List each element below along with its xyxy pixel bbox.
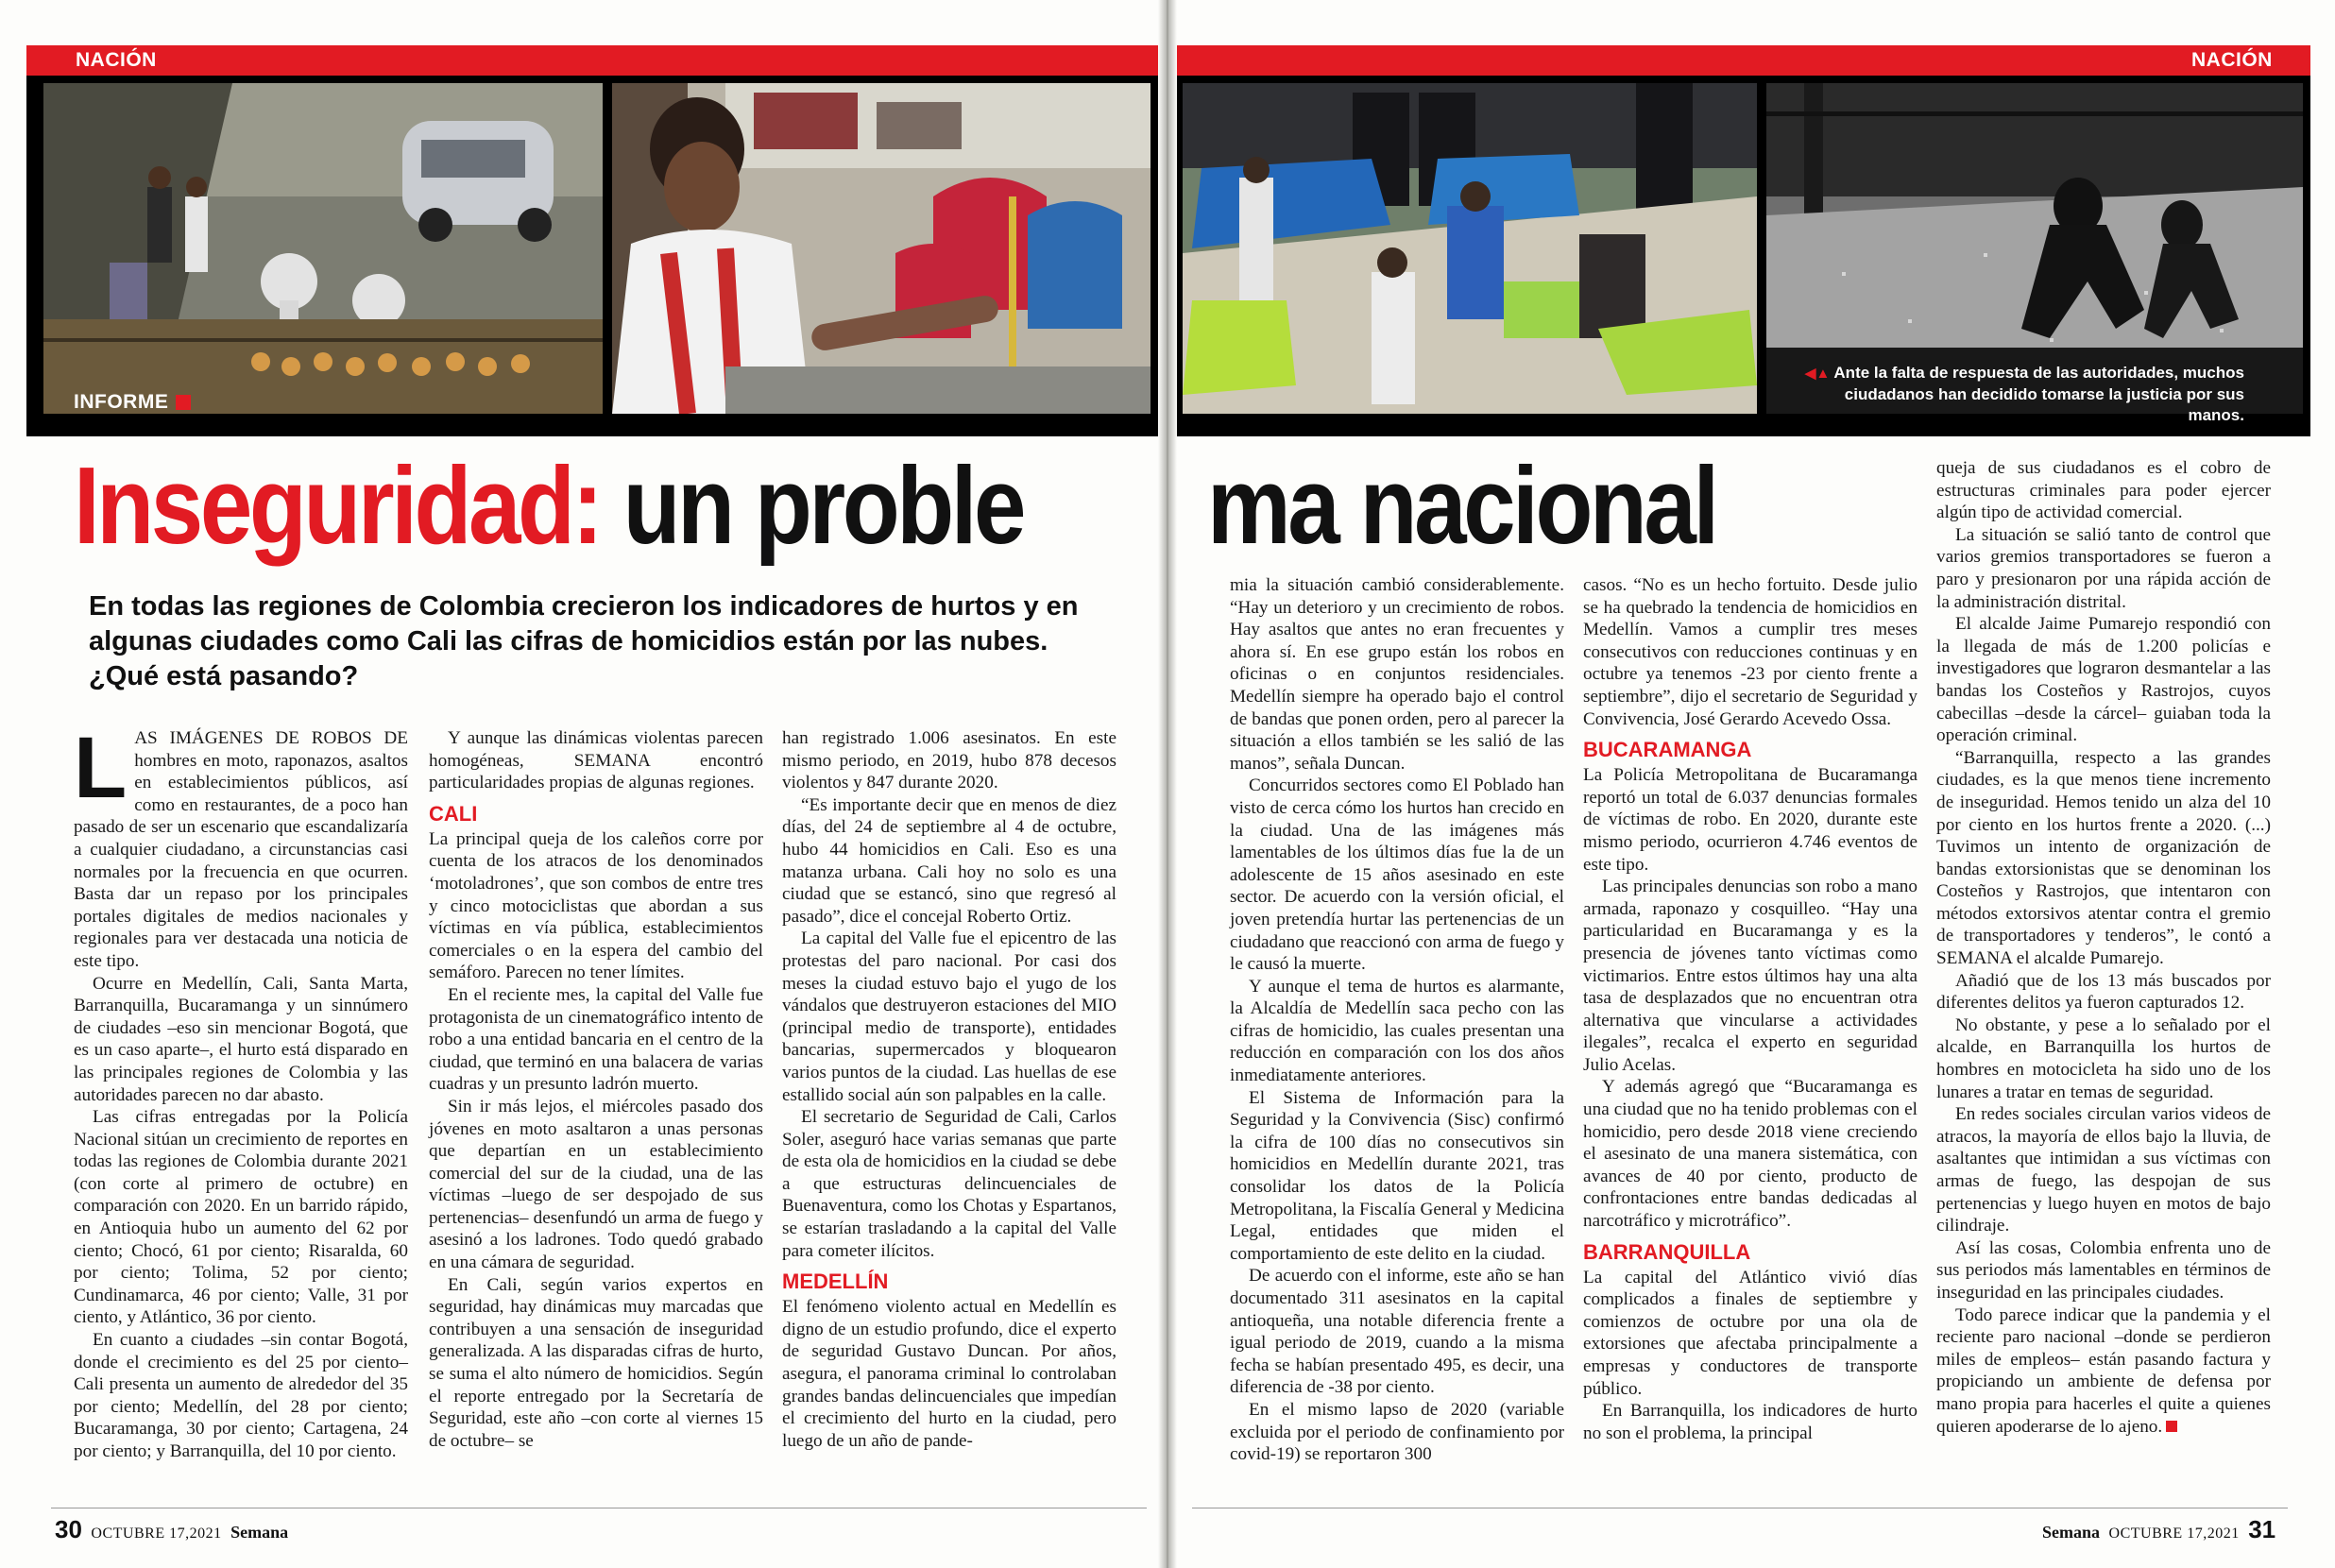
subhead-medellin: MEDELLÍN bbox=[782, 1270, 889, 1294]
paragraph: En Cali, según varios expertos en seguridad, hay dinámicas muy marcadas que contribuyen a una sensación de inseguridad generalizada. A las disparadas cifras de hurto, se suma el alto número de homicidios. Según el reporte entregado por la Secretaría de Seguridad, este año –con corte al viernes 15 de octubre– se bbox=[429, 1274, 763, 1451]
issue-date-left: OCTUBRE 17,2021 bbox=[91, 1525, 222, 1542]
section-label-left: NACIÓN bbox=[76, 49, 157, 71]
column-2 bbox=[429, 727, 763, 1452]
folio-right bbox=[2042, 1515, 2275, 1544]
paragraph: No obstante, y pese a lo señalado por el alcalde, en Barranquilla los hurtos de hombres en motocicleta ha sido uno de los lunares a tratar en temas de seguridad. bbox=[1936, 1014, 2271, 1102]
photo-street-robbery bbox=[43, 83, 603, 414]
column-1 bbox=[74, 720, 408, 1463]
paragraph: Y además agregó que “Bucaramanga es una ciudad que no ha tenido problemas con el homicidio, pero desde 2018 viene creciendo el asesinato de una manera sistemática, con avances de 40 por ciento, producto de confrontaciones entre bandas dedicadas al narcotráfico y microtráfico”. bbox=[1583, 1077, 1917, 1232]
paragraph: “Barranquilla, respecto a las grandes ciudades, es la que menos tiene incremento de inseguridad. Hemos tenido un alza del 10 por ciento en los hurtos frente a 2020. (...) Tuvimos un intento de organización de bandas extorsionistas que se denominan los Costeños y Rastrojos, que intentaron con métodos extorsivos atentar contra el gremio de transportadores y tenderos”, le contó a SEMANA el alcalde Pumarejo. bbox=[1936, 747, 2271, 969]
subhead-cali: CALI bbox=[429, 801, 478, 826]
paragraph: La principal queja de los caleños corre por cuenta de los atracos de los denominados ‘motoladrones’, que son combos de entre tres y cinco motociclistas que abordan a sus víctimas en vía pública, establecimientos comerciales o en la espera del cambio del semáforo. Parecen no tener límites. bbox=[429, 828, 763, 983]
paragraph: La capital del Atlántico vivió días complicados a finales de septiembre y comienzos de octubre por una ola de extorsiones que afectaba principalmente a empresas y conductores de transporte público. bbox=[1583, 1267, 1917, 1399]
magazine-name-right: Semana bbox=[2042, 1523, 2101, 1542]
paragraph: Ocurre en Medellín, Cali, Santa Marta, Barranquilla, Bucaramanga y un sinnúmero de ciudades –eso sin mencionar Bogotá, que es un caso aparte–, el hurto está disparado en las principales regiones de Colombia y las autoridades parecen no dar abasto. bbox=[74, 973, 408, 1105]
end-mark-icon bbox=[2166, 1421, 2177, 1432]
section-bar-left bbox=[26, 45, 1158, 76]
paragraph: han registrado 1.006 asesinatos. En este mismo periodo, en 2019, hubo 878 decesos violentos y 847 durante 2020. bbox=[782, 728, 1116, 793]
paragraph: casos. “No es un hecho fortuito. Desde julio se ha quebrado la tendencia de homicidios en Medellín. Vamos a cumplir tres meses consecutivos con reducciones continuas y en octubre ya tenemos -23 por ciento frente a septiembre”, dijo el secretario de Seguridad y Convivencia, José Gerardo Acevedo Ossa. bbox=[1583, 575, 1917, 729]
deck: En todas las regiones de Colombia crecieron los indicadores de hurtos y en algunas ciudades como Cali las cifras de homicidios están por las nubes. ¿Qué está pasando? bbox=[89, 591, 1079, 691]
paragraph: En el reciente mes, la capital del Valle fue protagonista de un cinematográfico intento de robo a una entidad bancaria en el centro de la ciudad, que terminó en una balacera de varias cuadras y un presunto ladrón muerto. bbox=[429, 984, 763, 1095]
paragraph: De acuerdo con el informe, este año se han documentado 311 asesinatos en la capital antioqueña, una notable diferencia frente a igual periodo de 2019, cuando a la misma fecha se habían presentado 495, es decir, una diferencia de -38 por ciento. bbox=[1230, 1266, 1564, 1398]
paragraph: En cuanto a ciudades –sin contar Bogotá, donde el crecimiento es del 25 por ciento– Cali presenta un aumento de alrededor del 35 por ciento; Medellín, del 28 por ciento; Bucaramanga, 30 por ciento; Cartagena, 24 por ciento; y Barranquilla, del 10 por ciento. bbox=[74, 1330, 408, 1461]
dropcap: L bbox=[74, 720, 128, 816]
paragraph: Todo parece indicar que la pandemia y el reciente paro nacional –donde se perdieron miles de empleos– están pasando factura y propiciando un ambiente de defensa por mano propia para hacerles el quite a quienes quieren apoderarse de lo ajeno. bbox=[1936, 1304, 2271, 1437]
caption-text: Ante la falta de respuesta de las autoridades, muchos ciudadanos han decidido tomarse la justicia por sus manos. bbox=[1833, 364, 2244, 424]
paragraph: Concurridos sectores como El Poblado han visto de cerca cómo los hurtos han crecido en la ciudad. Una de las imágenes más lamentables de los últimos días fue la de un adolescente de 15 años asesinado en este sector. De acuerdo con la versión oficial, el joven pretendía hurtar las pertenencias de un ciudadano que reaccionó con arma de fuego y le causó la muerte. bbox=[1230, 775, 1564, 975]
caption-arrows-icon: ◀▲ bbox=[1804, 366, 1831, 382]
subhead-barranquilla: BARRANQUILLA bbox=[1583, 1239, 1751, 1264]
paragraph: mia la situación cambió considerablemente. “Hay un deterioro y un crecimiento de robos. Hay asaltos que antes no eran frecuentes y ahora sí. En ese grupo están los robos en oficinas o en conjuntos residenciales. Medellín siempre ha operado bajo el control de bandas que ponen orden, pero al parecer la situación a ellos también se les salió de las manos”, señala Duncan. bbox=[1230, 575, 1564, 774]
paragraph: Sin ir más lejos, el miércoles pasado dos jóvenes en moto asaltaron a unas personas que departían en un establecimiento comercial del sur de la ciudad, una de las víctimas –luego de ser despojado de sus pertenencias– desenfundó un arma de fuego y asesinó a los ladrones. Todo quedó grabado en una cámara de seguridad. bbox=[429, 1096, 763, 1273]
paragraph: Añadió que de los 13 más buscados por diferentes delitos ya fueron capturados 12. bbox=[1936, 970, 2271, 1014]
section-bar-right bbox=[1177, 45, 2310, 76]
paragraph: El fenómeno violento actual en Medellín es digno de un estudio profundo, dice el experto de seguridad Gustavo Duncan. Por años, asegura, el panorama criminal lo controlaban grandes bandas delincuenciales que impedían el crecimiento del hurto en la ciudad, pero luego de un año de pande- bbox=[782, 1297, 1116, 1451]
paragraph: La capital del Valle fue el epicentro de las protestas del paro nacional. Por casi dos meses la ciudad estuvo bajo el yugo de los vándalos que destruyeron estaciones del MIO (principal medio de transporte), entidades bancarias, supermercados y bloquearon varios puntos de la ciudad. Las huellas de ese estallido social aún son palpables en la calle. bbox=[782, 929, 1116, 1105]
issue-date-right: OCTUBRE 17,2021 bbox=[2108, 1525, 2240, 1542]
headline-left bbox=[74, 444, 1023, 567]
paragraph: Y aunque el tema de hurtos es alarmante, la Alcaldía de Medellín saca pecho con las cifras de homicidio, las cuales presentan una reducción en comparación con los dos años inmediatamente anteriores. bbox=[1230, 976, 1564, 1086]
section-label-right: NACIÓN bbox=[2191, 49, 2273, 71]
paragraph: La situación se salió tanto de control que varios gremios transportadores se fueron a paro y presionaron por una rápida acción de la administración distrital. bbox=[1936, 524, 2271, 612]
paragraph: LAS IMÁGENES DE ROBOS DE hombres en moto, raponazos, asaltos en establecimientos públicos, así como en restaurantes, de a poco han pasado de ser un escenario que escandalizaría a cualquier ciudadano, a circunstancias casi normales por la frecuencia en que ocurren. Basta dar un repaso por los principales portales digitales de medios nacionales y regionales para ver destacada una noticia de este tipo. bbox=[74, 720, 408, 971]
page-number-left: 30 bbox=[55, 1515, 82, 1543]
photo-caption bbox=[1800, 363, 2244, 426]
paragraph: Y aunque las dinámicas violentas parecen homogéneas, SEMANA encontró particularidades propias de algunas regiones. bbox=[429, 728, 763, 793]
magazine-name-left: Semana bbox=[230, 1523, 289, 1542]
paragraph: Así las cosas, Colombia enfrenta uno de sus periodos más lamentables en términos de inseguridad en las principales ciudades. bbox=[1936, 1237, 2271, 1303]
folio-left bbox=[55, 1515, 288, 1544]
paragraph: El Sistema de Información para la Seguridad y la Convivencia (Sisc) confirmó la cifra de 100 días no consecutivos sin homicidios en Medellín durante 2021, tras consolidar los datos de la Policía Metropolitana, la Fiscalía General y Medicina Legal, entidades que miden el comportamiento de este delito en la ciudad. bbox=[1230, 1087, 1564, 1264]
page-number-right: 31 bbox=[2248, 1515, 2276, 1543]
paragraph: El alcalde Jaime Pumarejo respondió con la llegada de más de 1.200 policías e investigadores que lograron desmantelar a las bandas los Costeños y Rastrojos, cuyos cabecillas –desde la cárcel– guiaban toda la operación criminal. bbox=[1936, 614, 2271, 746]
paragraph: El secretario de Seguridad de Cali, Carlos Soler, aseguró hace varias semanas que parte de esta ola de homicidios en la ciudad se debe a que estructuras delincuenciales de Buenaventura, como los Chotas y Espartanos, se estarían trasladando a la capital del Valle para cometer ilícitos. bbox=[782, 1107, 1116, 1261]
informe-marker bbox=[176, 395, 191, 410]
headline-red: Inseguridad: bbox=[74, 444, 601, 567]
paragraph: queja de sus ciudadanos es el cobro de estructuras criminales para poder ejercer algún tipo de actividad comercial. bbox=[1936, 458, 2271, 523]
column-4 bbox=[1230, 574, 1564, 1466]
column-6 bbox=[1936, 457, 2271, 1438]
headline-right: ma nacional bbox=[1207, 444, 1716, 567]
paragraph: En Barranquilla, los indicadores de hurto no son el problema, la principal bbox=[1583, 1401, 1917, 1443]
paragraph: Las principales denuncias son robo a mano armada, raponazo y cosquilleo. “Hay una particularidad en Bucaramanga y es la presencia de jóvenes tanto víctimas como victimarios. Entre estos últimos hay una alta tasa de desplazados que no encuentran otra alternativa que vincularse a actividades ilegales”, recalca el experto en seguridad Julio Acelas. bbox=[1583, 877, 1917, 1075]
paragraph: “Es importante decir que en menos de diez días, del 24 de septiembre al 4 de octubre, hubo 44 homicidios en Cali. Eso es una matanza urbana. Cali hoy no solo es una ciudad que se estancó, sino que regresó al pasado”, dice el concejal Roberto Ortiz. bbox=[782, 794, 1116, 927]
headline-black-left: un proble bbox=[622, 444, 1024, 567]
paragraph: Las cifras entregadas por la Policía Nacional sitúan un crecimiento de reportes en todas las regiones de Colombia durante 2021 (con corte al primero de octubre) en comparación con 2020. En un barrido rápido, en Antioquia hubo un aumento del 62 por ciento; Chocó, 61 por ciento; Risaralda, 60 por ciento; Tolima, 52 por ciento; Cundinamarca, 46 por ciento; Valle, 31 por ciento, y Atlántico, 36 por ciento. bbox=[74, 1107, 408, 1328]
informe-label: INFORME bbox=[74, 391, 169, 413]
page-gutter bbox=[1158, 0, 1177, 1568]
column-3 bbox=[782, 727, 1116, 1452]
paragraph: La Policía Metropolitana de Bucaramanga reportó un total de 6.037 denuncias formales de víctimas de robo. En 2020, durante este mismo periodo, ocurrieron 4.746 eventos de este tipo. bbox=[1583, 765, 1917, 875]
photo-pool-hall bbox=[1183, 83, 1757, 414]
column-5 bbox=[1583, 574, 1917, 1444]
paragraph: En redes sociales circulan varios videos de atracos, la mayoría de ellos bajo la lluvia, de asaltantes que intimidan a sus víctimas con armas de fuego, las despojan de sus pertenencias y luego huyen en motos de bajo cilindraje. bbox=[1936, 1104, 2271, 1236]
subhead-bucaramanga: BUCARAMANGA bbox=[1583, 738, 1752, 762]
paragraph: En el mismo lapso de 2020 (variable excluida por el periodo de confinamiento por covid-19) se reportaron 300 bbox=[1230, 1399, 1564, 1465]
photo-bus-robbery bbox=[612, 83, 1150, 414]
